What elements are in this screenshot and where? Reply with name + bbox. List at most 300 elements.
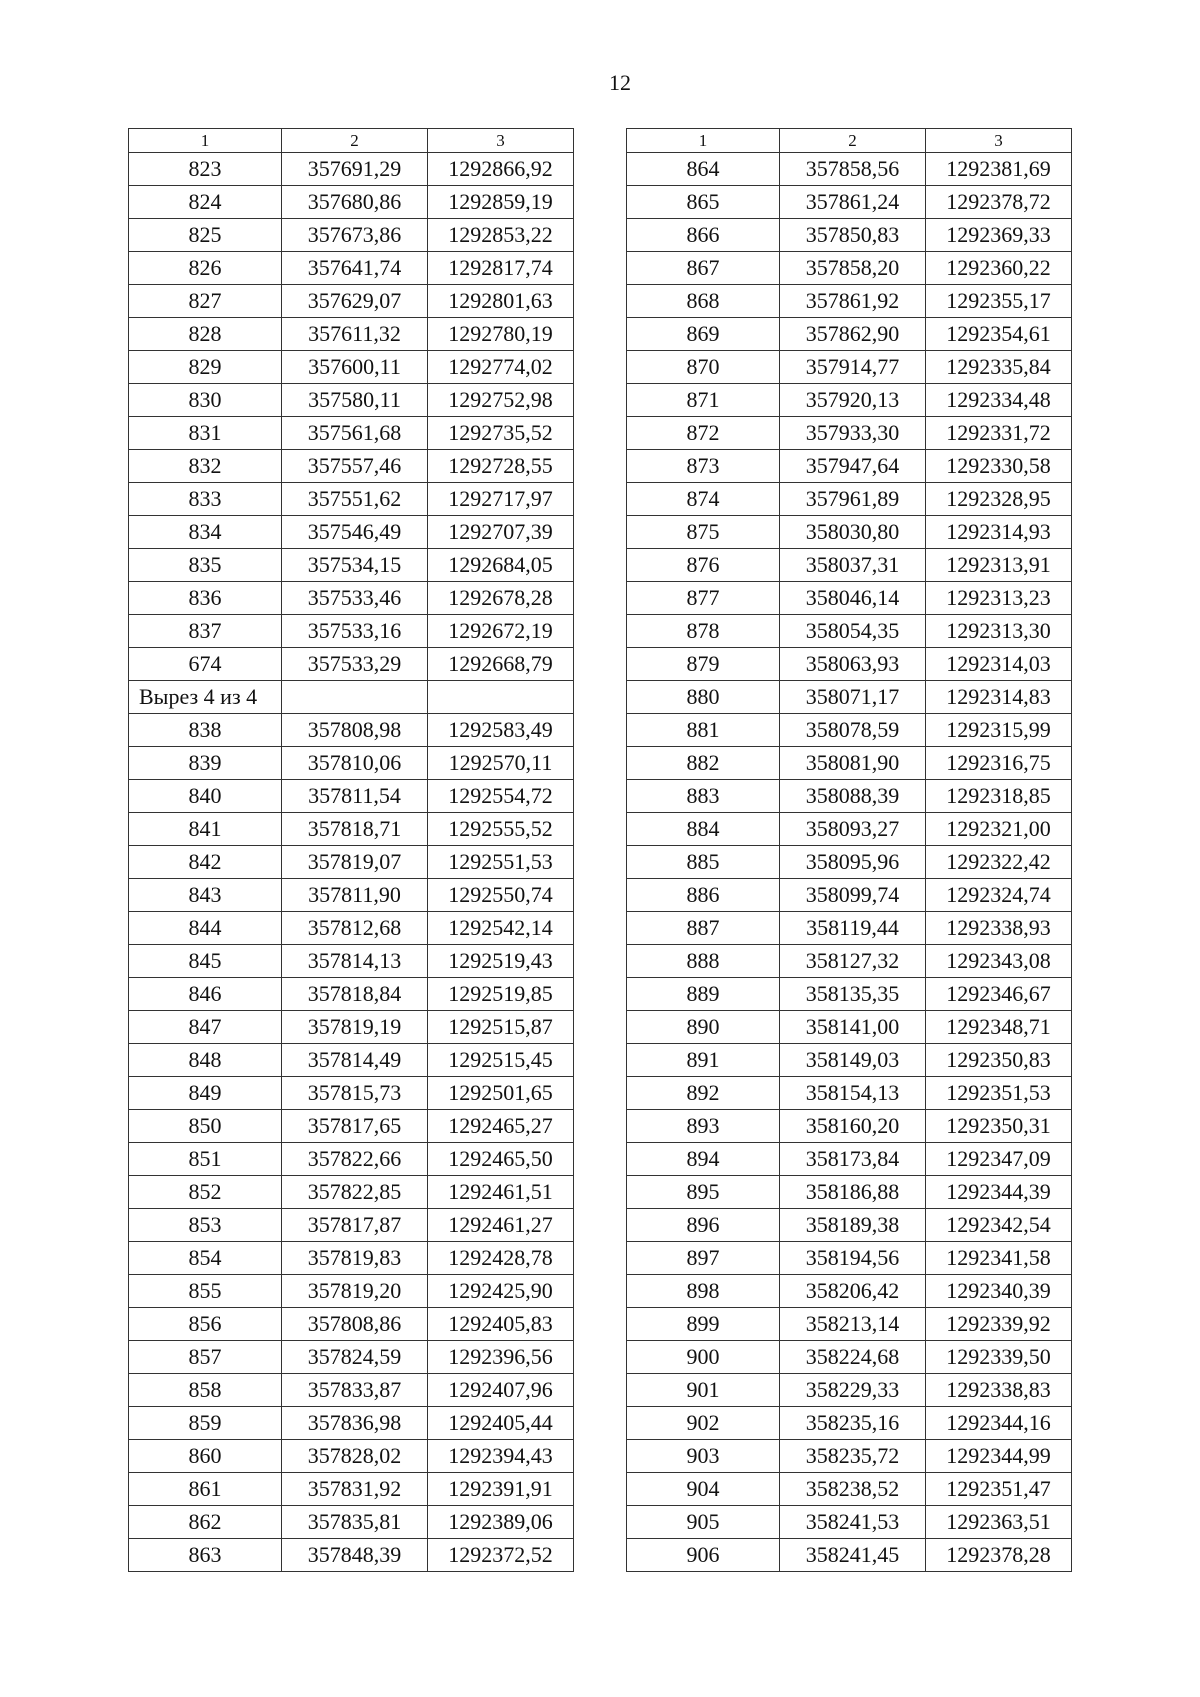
table-row — [627, 1209, 1072, 1242]
table-row — [627, 186, 1072, 219]
table-row — [129, 1506, 574, 1539]
table-row — [627, 483, 1072, 516]
y-coordinate-cell: 1292717,97 — [428, 483, 574, 516]
y-coordinate-cell: 1292465,50 — [428, 1143, 574, 1176]
x-coordinate-cell: 358135,35 — [780, 978, 926, 1011]
y-coordinate-cell: 1292735,52 — [428, 417, 574, 450]
y-coordinate-cell: 1292672,19 — [428, 615, 574, 648]
x-coordinate-cell: 357850,83 — [780, 219, 926, 252]
x-coordinate-cell: 358149,03 — [780, 1044, 926, 1077]
table-row — [627, 714, 1072, 747]
table-row — [129, 978, 574, 1011]
y-coordinate-cell: 1292350,83 — [926, 1044, 1072, 1077]
table-row — [129, 1341, 574, 1374]
y-coordinate-cell: 1292314,93 — [926, 516, 1072, 549]
table-row — [627, 450, 1072, 483]
point-number-cell: 898 — [627, 1275, 780, 1308]
table-row — [627, 747, 1072, 780]
table-row — [129, 450, 574, 483]
table-row — [129, 351, 574, 384]
y-coordinate-cell: 1292728,55 — [428, 450, 574, 483]
point-number-cell: 859 — [129, 1407, 282, 1440]
x-coordinate-cell: 357828,02 — [282, 1440, 428, 1473]
x-coordinate-cell: 357848,39 — [282, 1539, 428, 1572]
point-number-cell: 886 — [627, 879, 780, 912]
table-row — [627, 681, 1072, 714]
y-coordinate-cell: 1292465,27 — [428, 1110, 574, 1143]
y-coordinate-cell: 1292461,27 — [428, 1209, 574, 1242]
table-row — [129, 714, 574, 747]
y-coordinate-cell: 1292339,92 — [926, 1308, 1072, 1341]
table-row — [627, 1242, 1072, 1275]
x-coordinate-cell: 357818,84 — [282, 978, 428, 1011]
x-coordinate-cell: 357811,54 — [282, 780, 428, 813]
point-number-cell: 880 — [627, 681, 780, 714]
y-coordinate-cell: 1292341,58 — [926, 1242, 1072, 1275]
x-coordinate-cell: 357808,98 — [282, 714, 428, 747]
x-coordinate-cell: 358189,38 — [780, 1209, 926, 1242]
y-coordinate-cell: 1292369,33 — [926, 219, 1072, 252]
column-header: 1 — [627, 129, 780, 153]
x-coordinate-cell: 358078,59 — [780, 714, 926, 747]
table-row — [627, 582, 1072, 615]
y-coordinate-cell — [428, 681, 574, 714]
point-number-cell: 841 — [129, 813, 282, 846]
point-number-cell: 861 — [129, 1473, 282, 1506]
column-header: 3 — [428, 129, 574, 153]
x-coordinate-cell: 357818,71 — [282, 813, 428, 846]
x-coordinate-cell: 357822,66 — [282, 1143, 428, 1176]
point-number-cell: 850 — [129, 1110, 282, 1143]
y-coordinate-cell: 1292324,74 — [926, 879, 1072, 912]
point-number-cell: 858 — [129, 1374, 282, 1407]
table-row — [129, 747, 574, 780]
point-number-cell: 901 — [627, 1374, 780, 1407]
table-row — [129, 186, 574, 219]
column-header: 3 — [926, 129, 1072, 153]
point-number-cell: 888 — [627, 945, 780, 978]
x-coordinate-cell: 357808,86 — [282, 1308, 428, 1341]
table-row — [129, 615, 574, 648]
y-coordinate-cell: 1292389,06 — [428, 1506, 574, 1539]
point-number-cell: 878 — [627, 615, 780, 648]
x-coordinate-cell: 358173,84 — [780, 1143, 926, 1176]
point-number-cell: 837 — [129, 615, 282, 648]
x-coordinate-cell: 358119,44 — [780, 912, 926, 945]
table-row — [129, 1143, 574, 1176]
y-coordinate-cell: 1292314,83 — [926, 681, 1072, 714]
table-row — [627, 978, 1072, 1011]
x-coordinate-cell: 357961,89 — [780, 483, 926, 516]
point-number-cell: 828 — [129, 318, 282, 351]
y-coordinate-cell: 1292322,42 — [926, 846, 1072, 879]
x-coordinate-cell: 358229,33 — [780, 1374, 926, 1407]
y-coordinate-cell: 1292405,83 — [428, 1308, 574, 1341]
table-header-row — [627, 129, 1072, 153]
x-coordinate-cell: 357534,15 — [282, 549, 428, 582]
point-number-cell: 854 — [129, 1242, 282, 1275]
x-coordinate-cell: 357810,06 — [282, 747, 428, 780]
y-coordinate-cell: 1292396,56 — [428, 1341, 574, 1374]
x-coordinate-cell: 357831,92 — [282, 1473, 428, 1506]
point-number-cell: 829 — [129, 351, 282, 384]
table-row — [129, 1374, 574, 1407]
point-number-cell: 838 — [129, 714, 282, 747]
y-coordinate-cell: 1292519,85 — [428, 978, 574, 1011]
table-row — [129, 516, 574, 549]
y-coordinate-cell: 1292394,43 — [428, 1440, 574, 1473]
y-coordinate-cell: 1292542,14 — [428, 912, 574, 945]
table-row — [627, 1374, 1072, 1407]
y-coordinate-cell: 1292583,49 — [428, 714, 574, 747]
point-number-cell: 839 — [129, 747, 282, 780]
table-row — [129, 879, 574, 912]
x-coordinate-cell: 357533,46 — [282, 582, 428, 615]
x-coordinate-cell: 358238,52 — [780, 1473, 926, 1506]
point-number-cell: 834 — [129, 516, 282, 549]
y-coordinate-cell: 1292313,23 — [926, 582, 1072, 615]
table-row — [129, 384, 574, 417]
y-coordinate-cell: 1292801,63 — [428, 285, 574, 318]
table-row — [627, 912, 1072, 945]
table-row — [627, 813, 1072, 846]
x-coordinate-cell: 357812,68 — [282, 912, 428, 945]
point-number-cell: 884 — [627, 813, 780, 846]
point-number-cell: 868 — [627, 285, 780, 318]
y-coordinate-cell: 1292354,61 — [926, 318, 1072, 351]
coordinates-table-right — [626, 128, 1072, 1572]
x-coordinate-cell: 358154,13 — [780, 1077, 926, 1110]
point-number-cell: 842 — [129, 846, 282, 879]
table-row — [627, 219, 1072, 252]
table-row — [129, 648, 574, 681]
x-coordinate-cell: 357861,92 — [780, 285, 926, 318]
x-coordinate-cell: 357858,20 — [780, 252, 926, 285]
point-number-cell: 906 — [627, 1539, 780, 1572]
table-header-row — [129, 129, 574, 153]
point-number-cell: 864 — [627, 153, 780, 186]
y-coordinate-cell: 1292339,50 — [926, 1341, 1072, 1374]
x-coordinate-cell: 357533,29 — [282, 648, 428, 681]
x-coordinate-cell: 357819,07 — [282, 846, 428, 879]
x-coordinate-cell: 357819,19 — [282, 1011, 428, 1044]
x-coordinate-cell: 357817,87 — [282, 1209, 428, 1242]
x-coordinate-cell: 358241,53 — [780, 1506, 926, 1539]
y-coordinate-cell: 1292519,43 — [428, 945, 574, 978]
y-coordinate-cell: 1292551,53 — [428, 846, 574, 879]
table-row — [129, 1110, 574, 1143]
x-coordinate-cell: 357557,46 — [282, 450, 428, 483]
x-coordinate-cell: 357819,20 — [282, 1275, 428, 1308]
point-number-cell: 895 — [627, 1176, 780, 1209]
table-row — [627, 153, 1072, 186]
y-coordinate-cell: 1292335,84 — [926, 351, 1072, 384]
column-header: 2 — [282, 129, 428, 153]
point-number-cell: 869 — [627, 318, 780, 351]
table-row — [129, 1044, 574, 1077]
table-row — [627, 1539, 1072, 1572]
table-row — [627, 1341, 1072, 1374]
point-number-cell: 851 — [129, 1143, 282, 1176]
y-coordinate-cell: 1292405,44 — [428, 1407, 574, 1440]
point-number-cell: 849 — [129, 1077, 282, 1110]
x-coordinate-cell: 357862,90 — [780, 318, 926, 351]
x-coordinate-cell: 357858,56 — [780, 153, 926, 186]
x-coordinate-cell: 357611,32 — [282, 318, 428, 351]
y-coordinate-cell: 1292313,30 — [926, 615, 1072, 648]
point-number-cell: 824 — [129, 186, 282, 219]
table-row — [627, 384, 1072, 417]
table-row — [129, 1209, 574, 1242]
x-coordinate-cell: 358088,39 — [780, 780, 926, 813]
coordinates-table-left — [128, 128, 574, 1572]
table-row — [627, 1506, 1072, 1539]
table-row — [627, 648, 1072, 681]
point-number-cell: 893 — [627, 1110, 780, 1143]
y-coordinate-cell: 1292347,09 — [926, 1143, 1072, 1176]
point-number-cell: 875 — [627, 516, 780, 549]
x-coordinate-cell: 358224,68 — [780, 1341, 926, 1374]
table-row — [129, 1308, 574, 1341]
point-number-cell: 891 — [627, 1044, 780, 1077]
point-number-cell: 847 — [129, 1011, 282, 1044]
point-number-cell: 903 — [627, 1440, 780, 1473]
y-coordinate-cell: 1292678,28 — [428, 582, 574, 615]
point-number-cell: 857 — [129, 1341, 282, 1374]
x-coordinate-cell: 357814,13 — [282, 945, 428, 978]
point-number-cell: 899 — [627, 1308, 780, 1341]
x-coordinate-cell: 357629,07 — [282, 285, 428, 318]
table-row — [129, 1407, 574, 1440]
point-number-cell: 832 — [129, 450, 282, 483]
point-number-cell: 856 — [129, 1308, 282, 1341]
point-number-cell: 843 — [129, 879, 282, 912]
table-row — [129, 1275, 574, 1308]
point-number-cell: 897 — [627, 1242, 780, 1275]
x-coordinate-cell: 358054,35 — [780, 615, 926, 648]
table-row — [627, 846, 1072, 879]
y-coordinate-cell: 1292550,74 — [428, 879, 574, 912]
y-coordinate-cell: 1292334,48 — [926, 384, 1072, 417]
point-number-cell: 840 — [129, 780, 282, 813]
y-coordinate-cell: 1292515,45 — [428, 1044, 574, 1077]
table-row — [129, 945, 574, 978]
point-number-cell: 853 — [129, 1209, 282, 1242]
y-coordinate-cell: 1292360,22 — [926, 252, 1072, 285]
y-coordinate-cell: 1292668,79 — [428, 648, 574, 681]
point-number-cell: 833 — [129, 483, 282, 516]
y-coordinate-cell: 1292355,17 — [926, 285, 1072, 318]
y-coordinate-cell: 1292461,51 — [428, 1176, 574, 1209]
x-coordinate-cell: 358095,96 — [780, 846, 926, 879]
table-row — [129, 1440, 574, 1473]
table-row — [129, 1242, 574, 1275]
table-row — [129, 285, 574, 318]
point-number-cell: 830 — [129, 384, 282, 417]
table-row — [129, 318, 574, 351]
point-number-cell: 862 — [129, 1506, 282, 1539]
table-row — [129, 846, 574, 879]
y-coordinate-cell: 1292338,83 — [926, 1374, 1072, 1407]
y-coordinate-cell: 1292684,05 — [428, 549, 574, 582]
y-coordinate-cell: 1292363,51 — [926, 1506, 1072, 1539]
y-coordinate-cell: 1292774,02 — [428, 351, 574, 384]
x-coordinate-cell: 357580,11 — [282, 384, 428, 417]
y-coordinate-cell: 1292866,92 — [428, 153, 574, 186]
point-number-cell: 867 — [627, 252, 780, 285]
point-number-cell: 890 — [627, 1011, 780, 1044]
table-row — [129, 153, 574, 186]
y-coordinate-cell: 1292515,87 — [428, 1011, 574, 1044]
column-header: 2 — [780, 129, 926, 153]
table-row — [627, 1044, 1072, 1077]
x-coordinate-cell: 358030,80 — [780, 516, 926, 549]
x-coordinate-cell: 357836,98 — [282, 1407, 428, 1440]
y-coordinate-cell: 1292340,39 — [926, 1275, 1072, 1308]
y-coordinate-cell: 1292859,19 — [428, 186, 574, 219]
y-coordinate-cell: 1292707,39 — [428, 516, 574, 549]
x-coordinate-cell: 357833,87 — [282, 1374, 428, 1407]
y-coordinate-cell: 1292316,75 — [926, 747, 1072, 780]
point-number-cell: 876 — [627, 549, 780, 582]
y-coordinate-cell: 1292314,03 — [926, 648, 1072, 681]
y-coordinate-cell: 1292321,00 — [926, 813, 1072, 846]
y-coordinate-cell: 1292346,67 — [926, 978, 1072, 1011]
x-coordinate-cell: 357680,86 — [282, 186, 428, 219]
point-number-cell: 892 — [627, 1077, 780, 1110]
x-coordinate-cell: 357947,64 — [780, 450, 926, 483]
point-number-cell: 836 — [129, 582, 282, 615]
table-row — [627, 1143, 1072, 1176]
x-coordinate-cell: 357811,90 — [282, 879, 428, 912]
x-coordinate-cell: 358194,56 — [780, 1242, 926, 1275]
table-row — [627, 1275, 1072, 1308]
point-number-cell: 852 — [129, 1176, 282, 1209]
x-coordinate-cell: 358099,74 — [780, 879, 926, 912]
table-row — [627, 1077, 1072, 1110]
y-coordinate-cell: 1292348,71 — [926, 1011, 1072, 1044]
y-coordinate-cell: 1292817,74 — [428, 252, 574, 285]
x-coordinate-cell: 357835,81 — [282, 1506, 428, 1539]
table-row — [129, 1077, 574, 1110]
point-number-cell: 835 — [129, 549, 282, 582]
x-coordinate-cell: 358037,31 — [780, 549, 926, 582]
table-row — [627, 1407, 1072, 1440]
y-coordinate-cell: 1292328,95 — [926, 483, 1072, 516]
y-coordinate-cell: 1292378,28 — [926, 1539, 1072, 1572]
table-row — [129, 1176, 574, 1209]
table-row — [129, 582, 574, 615]
table-row — [129, 483, 574, 516]
point-number-cell: 882 — [627, 747, 780, 780]
x-coordinate-cell: 357691,29 — [282, 153, 428, 186]
y-coordinate-cell: 1292555,52 — [428, 813, 574, 846]
point-number-cell: 863 — [129, 1539, 282, 1572]
table-row — [627, 780, 1072, 813]
x-coordinate-cell: 357546,49 — [282, 516, 428, 549]
y-coordinate-cell: 1292342,54 — [926, 1209, 1072, 1242]
point-number-cell: 887 — [627, 912, 780, 945]
y-coordinate-cell: 1292428,78 — [428, 1242, 574, 1275]
x-coordinate-cell: 357822,85 — [282, 1176, 428, 1209]
point-number-cell: 872 — [627, 417, 780, 450]
point-number-cell: 879 — [627, 648, 780, 681]
y-coordinate-cell: 1292344,16 — [926, 1407, 1072, 1440]
x-coordinate-cell: 358235,16 — [780, 1407, 926, 1440]
point-number-cell: 904 — [627, 1473, 780, 1506]
table-row — [627, 285, 1072, 318]
x-coordinate-cell: 357815,73 — [282, 1077, 428, 1110]
y-coordinate-cell: 1292331,72 — [926, 417, 1072, 450]
point-number-cell: 866 — [627, 219, 780, 252]
y-coordinate-cell: 1292344,99 — [926, 1440, 1072, 1473]
y-coordinate-cell: 1292344,39 — [926, 1176, 1072, 1209]
y-coordinate-cell: 1292351,47 — [926, 1473, 1072, 1506]
x-coordinate-cell: 358081,90 — [780, 747, 926, 780]
table-row — [129, 780, 574, 813]
point-number-cell: 845 — [129, 945, 282, 978]
table-row — [129, 549, 574, 582]
x-coordinate-cell: 357933,30 — [780, 417, 926, 450]
x-coordinate-cell: 357641,74 — [282, 252, 428, 285]
point-number-cell: 883 — [627, 780, 780, 813]
page-number: 12 — [609, 70, 631, 95]
x-coordinate-cell: 358213,14 — [780, 1308, 926, 1341]
x-coordinate-cell: 358206,42 — [780, 1275, 926, 1308]
point-number-cell: 846 — [129, 978, 282, 1011]
y-coordinate-cell: 1292378,72 — [926, 186, 1072, 219]
x-coordinate-cell: 357920,13 — [780, 384, 926, 417]
table-row — [627, 516, 1072, 549]
y-coordinate-cell: 1292570,11 — [428, 747, 574, 780]
table-row — [129, 219, 574, 252]
x-coordinate-cell: 358063,93 — [780, 648, 926, 681]
point-number-cell: 900 — [627, 1341, 780, 1374]
x-coordinate-cell: 358127,32 — [780, 945, 926, 978]
point-number-cell: 825 — [129, 219, 282, 252]
column-header: 1 — [129, 129, 282, 153]
x-coordinate-cell: 357533,16 — [282, 615, 428, 648]
table-row — [627, 1440, 1072, 1473]
x-coordinate-cell: 358093,27 — [780, 813, 926, 846]
table-row — [627, 417, 1072, 450]
x-coordinate-cell: 357551,62 — [282, 483, 428, 516]
table-row — [627, 252, 1072, 285]
x-coordinate-cell: 358046,14 — [780, 582, 926, 615]
point-number-cell: 871 — [627, 384, 780, 417]
y-coordinate-cell: 1292752,98 — [428, 384, 574, 417]
y-coordinate-cell: 1292780,19 — [428, 318, 574, 351]
table-row — [129, 1011, 574, 1044]
point-number-cell: 827 — [129, 285, 282, 318]
y-coordinate-cell: 1292554,72 — [428, 780, 574, 813]
x-coordinate-cell: 358141,00 — [780, 1011, 926, 1044]
table-row — [627, 1176, 1072, 1209]
point-number-cell: 855 — [129, 1275, 282, 1308]
x-coordinate-cell: 357600,11 — [282, 351, 428, 384]
point-number-cell: 870 — [627, 351, 780, 384]
y-coordinate-cell: 1292853,22 — [428, 219, 574, 252]
point-number-cell: 885 — [627, 846, 780, 879]
section-label-row — [129, 681, 574, 714]
y-coordinate-cell: 1292351,53 — [926, 1077, 1072, 1110]
y-coordinate-cell: 1292313,91 — [926, 549, 1072, 582]
table-row — [627, 351, 1072, 384]
table-row — [129, 252, 574, 285]
table-row — [129, 912, 574, 945]
y-coordinate-cell: 1292343,08 — [926, 945, 1072, 978]
point-number-cell: 896 — [627, 1209, 780, 1242]
